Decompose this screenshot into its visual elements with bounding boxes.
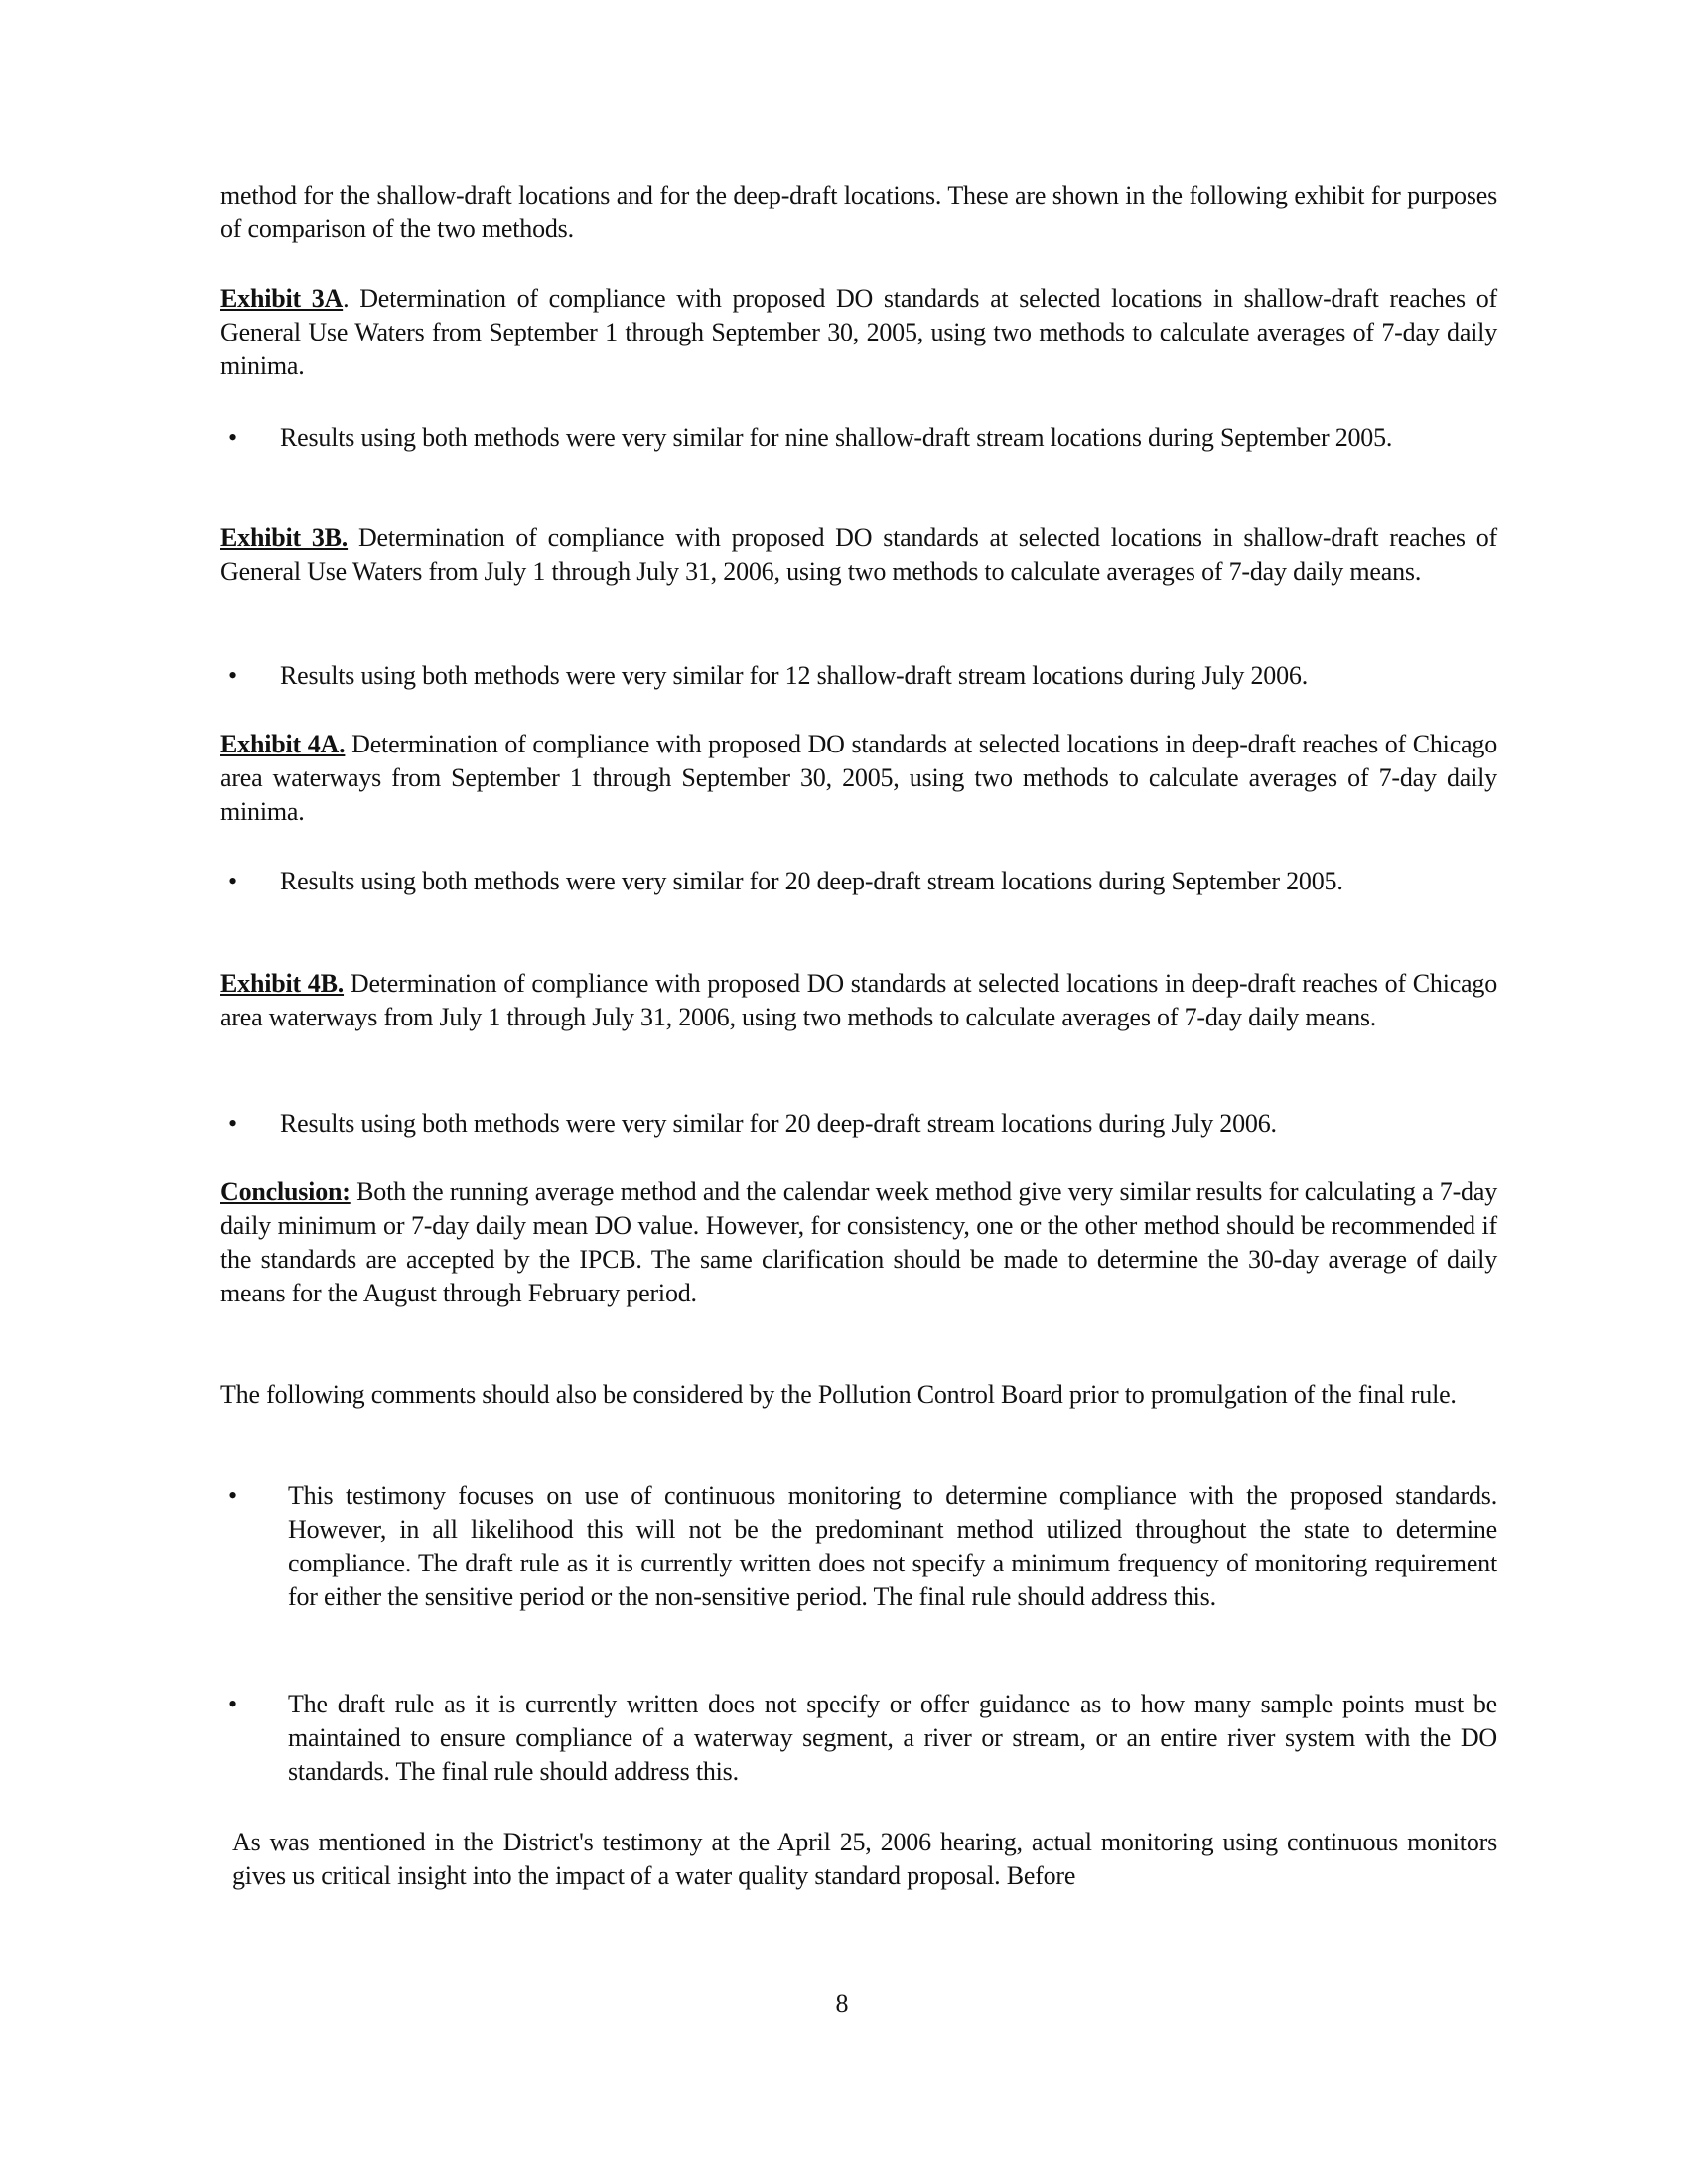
exhibit-3a-text: . Determination of compliance with proposed DO standards at selected locations in shallow-draft reaches of General Use Waters from September 1 through September 30, 2005, using two methods to calculate averages of 7-day daily minima. bbox=[220, 284, 1497, 380]
exhibit-3b-bullet bbox=[228, 659, 1497, 693]
conclusion-label: Conclusion: bbox=[220, 1177, 351, 1206]
exhibit-4a-label: Exhibit 4A. bbox=[220, 730, 346, 758]
bullet-text: Results using both methods were very similar for nine shallow-draft stream locations during September 2005. bbox=[280, 423, 1393, 452]
exhibit-4b-text: Determination of compliance with proposed DO standards at selected locations in deep-draft reaches of Chicago area waterways from July 1 through July 31, 2006, using two methods to calculate averages of 7-day daily means. bbox=[220, 969, 1497, 1031]
closing-paragraph: As was mentioned in the District's testimony at the April 25, 2006 hearing, actual monitoring using continuous monitors gives us critical insight into the impact of a water quality standard proposal. Before bbox=[232, 1828, 1497, 1890]
bullet-icon: • bbox=[228, 423, 237, 452]
page-number: 8 bbox=[835, 1989, 849, 2018]
bullet-text: Results using both methods were very similar for 20 deep-draft stream locations during September 2005. bbox=[280, 867, 1343, 895]
exhibit-3b-paragraph bbox=[220, 521, 1497, 589]
bullet-icon: • bbox=[228, 1690, 237, 1718]
conclusion-text: Both the running average method and the calendar week method give very similar results for calculating a 7-day daily minimum or 7-day daily mean DO value. However, for consistency, one or the other method should be recommended if the standards are accepted by the IPCB. The same clarification should be made to determine the 30-day average of daily means for the August through February period. bbox=[220, 1177, 1497, 1307]
bullet-text: Results using both methods were very similar for 12 shallow-draft stream locations during July 2006. bbox=[280, 661, 1308, 690]
bullet-text: Results using both methods were very similar for 20 deep-draft stream locations during July 2006. bbox=[280, 1109, 1277, 1138]
bullet-icon: • bbox=[228, 1109, 237, 1138]
intro-paragraph: method for the shallow-draft locations and for the deep-draft locations. These are shown in the following exhibit for purposes of comparison of the two methods. bbox=[220, 181, 1497, 243]
exhibit-4b-label: Exhibit 4B. bbox=[220, 969, 345, 998]
conclusion-paragraph bbox=[220, 1175, 1497, 1310]
exhibit-3a-label: Exhibit 3A bbox=[220, 284, 344, 313]
exhibit-3a-bullet bbox=[228, 421, 1497, 455]
exhibit-4a-text: Determination of compliance with proposed DO standards at selected locations in deep-draft reaches of Chicago area waterways from September 1 through September 30, 2005, using two methods to calculate averages of 7-day daily minima. bbox=[220, 730, 1497, 826]
exhibit-3b-text: Determination of compliance with proposed DO standards at selected locations in shallow-draft reaches of General Use Waters from July 1 through July 31, 2006, using two methods to calculate averages of 7-day daily means. bbox=[220, 523, 1497, 586]
bullet-text: This testimony focuses on use of continuous monitoring to determine compliance with the proposed standards. However, in all likelihood this will not be the predominant method utilized throughout the state to determine compliance. The draft rule as it is currently written does not specify a minimum frequency of monitoring requirement for either the sensitive period or the non-sensitive period. The final rule should address this. bbox=[288, 1481, 1497, 1611]
exhibit-4a-paragraph bbox=[220, 728, 1497, 829]
bullet-icon: • bbox=[228, 867, 237, 895]
following-paragraph: The following comments should also be considered by the Pollution Control Board prior to promulgation of the final rule. bbox=[220, 1380, 1457, 1409]
exhibit-3b-label: Exhibit 3B. bbox=[220, 523, 349, 552]
exhibit-4b-paragraph bbox=[220, 967, 1497, 1034]
bullet-icon: • bbox=[228, 1481, 237, 1510]
exhibit-4a-bullet bbox=[228, 865, 1497, 898]
comment-bullet-2 bbox=[228, 1688, 1497, 1789]
bullet-icon: • bbox=[228, 661, 237, 690]
comment-bullet-1 bbox=[228, 1479, 1497, 1614]
exhibit-4b-bullet bbox=[228, 1107, 1497, 1141]
exhibit-3a-paragraph bbox=[220, 282, 1497, 383]
bullet-text: The draft rule as it is currently written does not specify or offer guidance as to how many sample points must be maintained to ensure compliance of a waterway segment, a river or stream, or an entire river system with the DO standards. The final rule should address this. bbox=[288, 1690, 1497, 1786]
